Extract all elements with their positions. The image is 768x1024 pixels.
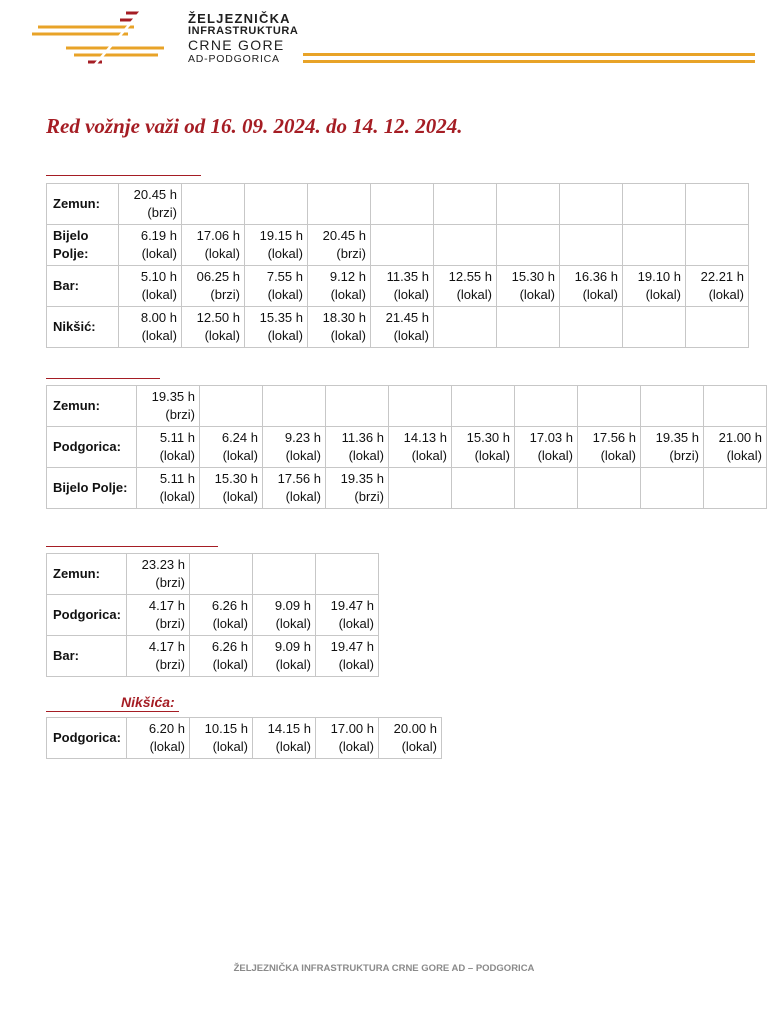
departure-time: 19.47 h xyxy=(330,598,374,613)
train-type: (brzi) xyxy=(165,407,195,422)
train-type: (brzi) xyxy=(155,657,185,672)
departure-time: 11.35 h xyxy=(386,269,429,284)
departure-time: 18.30 h xyxy=(322,310,366,325)
train-type: (lokal) xyxy=(645,287,681,302)
train-type: (lokal) xyxy=(537,448,573,463)
departure-time: 17.03 h xyxy=(529,430,573,445)
train-type: (brzi) xyxy=(210,287,240,302)
departure-cell xyxy=(316,636,379,677)
departure-cell xyxy=(200,427,263,468)
departure-cell xyxy=(263,427,326,468)
departure-time: 19.15 h xyxy=(259,228,303,243)
brand-line-4: AD-PODGORICA xyxy=(188,53,280,65)
departure-time: 5.10 h xyxy=(140,269,177,284)
table-row xyxy=(47,595,379,636)
station-name: Bijelo Polje: xyxy=(47,468,137,509)
train-type: (lokal) xyxy=(267,287,303,302)
train-type: (lokal) xyxy=(212,616,248,631)
train-type: (brzi) xyxy=(336,246,366,261)
departure-cell xyxy=(316,718,379,759)
timetable-4 xyxy=(46,717,442,759)
departure-time: 21.00 h xyxy=(718,430,762,445)
train-type: (lokal) xyxy=(411,448,447,463)
timetable-1 xyxy=(46,183,749,348)
train-type: (lokal) xyxy=(393,287,429,302)
train-type: (lokal) xyxy=(212,657,248,672)
departure-time: 22.21 h xyxy=(700,269,744,284)
train-type: (lokal) xyxy=(600,448,636,463)
station-name: Zemun: xyxy=(47,184,119,225)
empty-cell xyxy=(686,184,749,225)
departure-time: 6.26 h xyxy=(211,639,248,654)
departure-cell xyxy=(119,266,182,307)
train-type: (lokal) xyxy=(149,739,185,754)
station-name: Bar: xyxy=(47,266,119,307)
departure-time: 16.36 h xyxy=(574,269,618,284)
empty-cell xyxy=(686,307,749,348)
departure-time: 17.06 h xyxy=(196,228,240,243)
departure-cell xyxy=(308,266,371,307)
departure-time: 6.24 h xyxy=(221,430,258,445)
departure-time: 19.35 h xyxy=(340,471,384,486)
section-4-label: Nikšića: xyxy=(121,694,175,710)
empty-cell xyxy=(263,386,326,427)
departure-time: 17.56 h xyxy=(592,430,636,445)
departure-time: 6.26 h xyxy=(211,598,248,613)
train-type: (brzi) xyxy=(147,205,177,220)
departure-time: 9.12 h xyxy=(329,269,366,284)
departure-time: 06.25 h xyxy=(196,269,240,284)
train-type: (brzi) xyxy=(155,575,185,590)
train-type: (lokal) xyxy=(267,328,303,343)
station-name: Nikšić: xyxy=(47,307,119,348)
empty-cell xyxy=(452,386,515,427)
empty-cell xyxy=(245,184,308,225)
train-type: (lokal) xyxy=(348,448,384,463)
departure-time: 4.17 h xyxy=(148,598,185,613)
departure-cell xyxy=(245,307,308,348)
departure-cell xyxy=(515,427,578,468)
departure-cell xyxy=(326,468,389,509)
empty-cell xyxy=(704,386,767,427)
departure-time: 6.19 h xyxy=(140,228,177,243)
empty-cell xyxy=(704,468,767,509)
train-type: (lokal) xyxy=(393,328,429,343)
departure-cell xyxy=(245,225,308,266)
empty-cell xyxy=(452,468,515,509)
departure-time: 17.00 h xyxy=(330,721,374,736)
departure-time: 19.35 h xyxy=(655,430,699,445)
station-name: Zemun: xyxy=(47,554,127,595)
train-type: (lokal) xyxy=(204,246,240,261)
departure-cell xyxy=(316,595,379,636)
empty-cell xyxy=(434,184,497,225)
empty-cell xyxy=(515,386,578,427)
empty-cell xyxy=(641,386,704,427)
departure-cell xyxy=(371,266,434,307)
empty-cell xyxy=(316,554,379,595)
empty-cell xyxy=(434,307,497,348)
departure-cell xyxy=(578,427,641,468)
train-type: (lokal) xyxy=(338,657,374,672)
departure-cell xyxy=(326,427,389,468)
empty-cell xyxy=(308,184,371,225)
departure-cell xyxy=(389,427,452,468)
departure-cell xyxy=(190,718,253,759)
departure-cell xyxy=(119,225,182,266)
departure-time: 11.36 h xyxy=(341,430,384,445)
empty-cell xyxy=(641,468,704,509)
table-row xyxy=(47,554,379,595)
brand-line-2: INFRASTRUKTURA xyxy=(188,25,299,37)
departure-cell xyxy=(686,266,749,307)
empty-cell xyxy=(389,386,452,427)
empty-cell xyxy=(560,307,623,348)
empty-cell xyxy=(560,225,623,266)
empty-cell xyxy=(497,184,560,225)
departure-cell xyxy=(190,636,253,677)
section-3-underline xyxy=(46,546,218,547)
empty-cell xyxy=(200,386,263,427)
departure-cell xyxy=(182,307,245,348)
timetable-3 xyxy=(46,553,379,677)
station-name: Podgorica: xyxy=(47,718,127,759)
timetable-2 xyxy=(46,385,767,509)
departure-time: 19.10 h xyxy=(637,269,681,284)
departure-cell xyxy=(127,718,190,759)
train-type: (lokal) xyxy=(159,448,195,463)
departure-time: 9.09 h xyxy=(274,598,311,613)
departure-cell xyxy=(560,266,623,307)
train-type: (lokal) xyxy=(141,328,177,343)
departure-cell xyxy=(182,266,245,307)
empty-cell xyxy=(578,386,641,427)
empty-cell xyxy=(182,184,245,225)
empty-cell xyxy=(623,225,686,266)
train-type: (lokal) xyxy=(285,489,321,504)
table-row xyxy=(47,386,767,427)
departure-time: 20.45 h xyxy=(322,228,366,243)
empty-cell xyxy=(560,184,623,225)
departure-cell xyxy=(137,386,200,427)
empty-cell xyxy=(326,386,389,427)
table-row xyxy=(47,184,749,225)
departure-cell xyxy=(641,427,704,468)
departure-time: 9.23 h xyxy=(284,430,321,445)
departure-time: 14.15 h xyxy=(267,721,311,736)
empty-cell xyxy=(623,184,686,225)
train-type: (lokal) xyxy=(338,616,374,631)
table-row xyxy=(47,718,442,759)
train-type: (lokal) xyxy=(275,739,311,754)
empty-cell xyxy=(434,225,497,266)
train-type: (lokal) xyxy=(159,489,195,504)
departure-time: 4.17 h xyxy=(148,639,185,654)
departure-time: 20.00 h xyxy=(393,721,437,736)
departure-time: 5.11 h xyxy=(159,471,195,486)
departure-cell xyxy=(119,307,182,348)
train-type: (lokal) xyxy=(401,739,437,754)
station-name: Bijelo Polje: xyxy=(47,225,119,266)
departure-time: 21.45 h xyxy=(385,310,429,325)
departure-cell xyxy=(182,225,245,266)
section-2-underline xyxy=(46,378,160,379)
departure-time: 10.15 h xyxy=(204,721,248,736)
departure-cell xyxy=(127,636,190,677)
train-type: (lokal) xyxy=(330,287,366,302)
train-type: (lokal) xyxy=(141,246,177,261)
header-rule-bottom xyxy=(303,60,755,63)
departure-time: 20.45 h xyxy=(133,187,177,202)
brand-line-1: ŽELJEZNIČKA xyxy=(188,11,291,26)
departure-cell xyxy=(253,718,316,759)
train-type: (lokal) xyxy=(275,657,311,672)
train-type: (lokal) xyxy=(519,287,555,302)
header-rule-top xyxy=(303,53,755,56)
departure-time: 12.50 h xyxy=(196,310,240,325)
empty-cell xyxy=(578,468,641,509)
table-row xyxy=(47,636,379,677)
train-type: (lokal) xyxy=(141,287,177,302)
page-title: Red vožnje važi od 16. 09. 2024. do 14. 12. 2024. xyxy=(46,114,463,138)
train-type: (lokal) xyxy=(267,246,303,261)
page-footer: ŽELJEZNIČKA INFRASTRUKTURA CRNE GORE AD – PODGORICA xyxy=(233,963,535,974)
station-name: Podgorica: xyxy=(47,595,127,636)
departure-cell xyxy=(245,266,308,307)
departure-time: 15.30 h xyxy=(511,269,555,284)
section-4-underline xyxy=(46,711,179,712)
departure-cell xyxy=(127,595,190,636)
departure-cell xyxy=(434,266,497,307)
train-type: (lokal) xyxy=(474,448,510,463)
departure-cell xyxy=(371,307,434,348)
departure-time: 6.20 h xyxy=(148,721,185,736)
departure-time: 9.09 h xyxy=(274,639,311,654)
empty-cell xyxy=(371,184,434,225)
departure-time: 8.00 h xyxy=(140,310,177,325)
departure-time: 5.11 h xyxy=(159,430,195,445)
train-type: (brzi) xyxy=(354,489,384,504)
table-row xyxy=(47,427,767,468)
departure-time: 15.30 h xyxy=(466,430,510,445)
train-type: (lokal) xyxy=(275,616,311,631)
departure-cell xyxy=(253,595,316,636)
table-row xyxy=(47,266,749,307)
empty-cell xyxy=(253,554,316,595)
departure-cell xyxy=(127,554,190,595)
empty-cell xyxy=(190,554,253,595)
empty-cell xyxy=(497,225,560,266)
station-name: Podgorica: xyxy=(47,427,137,468)
departure-time: 19.47 h xyxy=(330,639,374,654)
departure-cell xyxy=(308,225,371,266)
departure-cell xyxy=(119,184,182,225)
empty-cell xyxy=(515,468,578,509)
departure-time: 23.23 h xyxy=(141,557,185,572)
departure-cell xyxy=(379,718,442,759)
train-type: (brzi) xyxy=(669,448,699,463)
train-type: (lokal) xyxy=(222,489,258,504)
departure-cell xyxy=(263,468,326,509)
empty-cell xyxy=(371,225,434,266)
train-type: (lokal) xyxy=(708,287,744,302)
brand-text xyxy=(188,12,298,65)
table-row xyxy=(47,468,767,509)
departure-time: 17.56 h xyxy=(277,471,321,486)
departure-cell xyxy=(200,468,263,509)
departure-cell xyxy=(497,266,560,307)
departure-cell xyxy=(137,427,200,468)
departure-time: 15.30 h xyxy=(214,471,258,486)
departure-cell xyxy=(452,427,515,468)
train-type: (lokal) xyxy=(726,448,762,463)
departure-cell xyxy=(704,427,767,468)
train-type: (lokal) xyxy=(456,287,492,302)
train-type: (lokal) xyxy=(212,739,248,754)
departure-time: 7.55 h xyxy=(266,269,303,284)
empty-cell xyxy=(686,225,749,266)
departure-cell xyxy=(308,307,371,348)
departure-time: 14.13 h xyxy=(403,430,447,445)
table-row xyxy=(47,225,749,266)
departure-cell xyxy=(253,636,316,677)
train-type: (lokal) xyxy=(330,328,366,343)
station-name: Zemun: xyxy=(47,386,137,427)
section-1-underline xyxy=(46,175,201,176)
departure-cell xyxy=(190,595,253,636)
table-row xyxy=(47,307,749,348)
train-type: (lokal) xyxy=(582,287,618,302)
brand-line-3: CRNE GORE xyxy=(188,37,285,53)
train-type: (brzi) xyxy=(155,616,185,631)
station-name: Bar: xyxy=(47,636,127,677)
departure-time: 19.35 h xyxy=(151,389,195,404)
empty-cell xyxy=(623,307,686,348)
empty-cell xyxy=(389,468,452,509)
empty-cell xyxy=(497,307,560,348)
train-type: (lokal) xyxy=(222,448,258,463)
departure-time: 12.55 h xyxy=(448,269,492,284)
train-type: (lokal) xyxy=(285,448,321,463)
departure-cell xyxy=(137,468,200,509)
departure-time: 15.35 h xyxy=(259,310,303,325)
train-type: (lokal) xyxy=(338,739,374,754)
train-type: (lokal) xyxy=(204,328,240,343)
departure-cell xyxy=(623,266,686,307)
